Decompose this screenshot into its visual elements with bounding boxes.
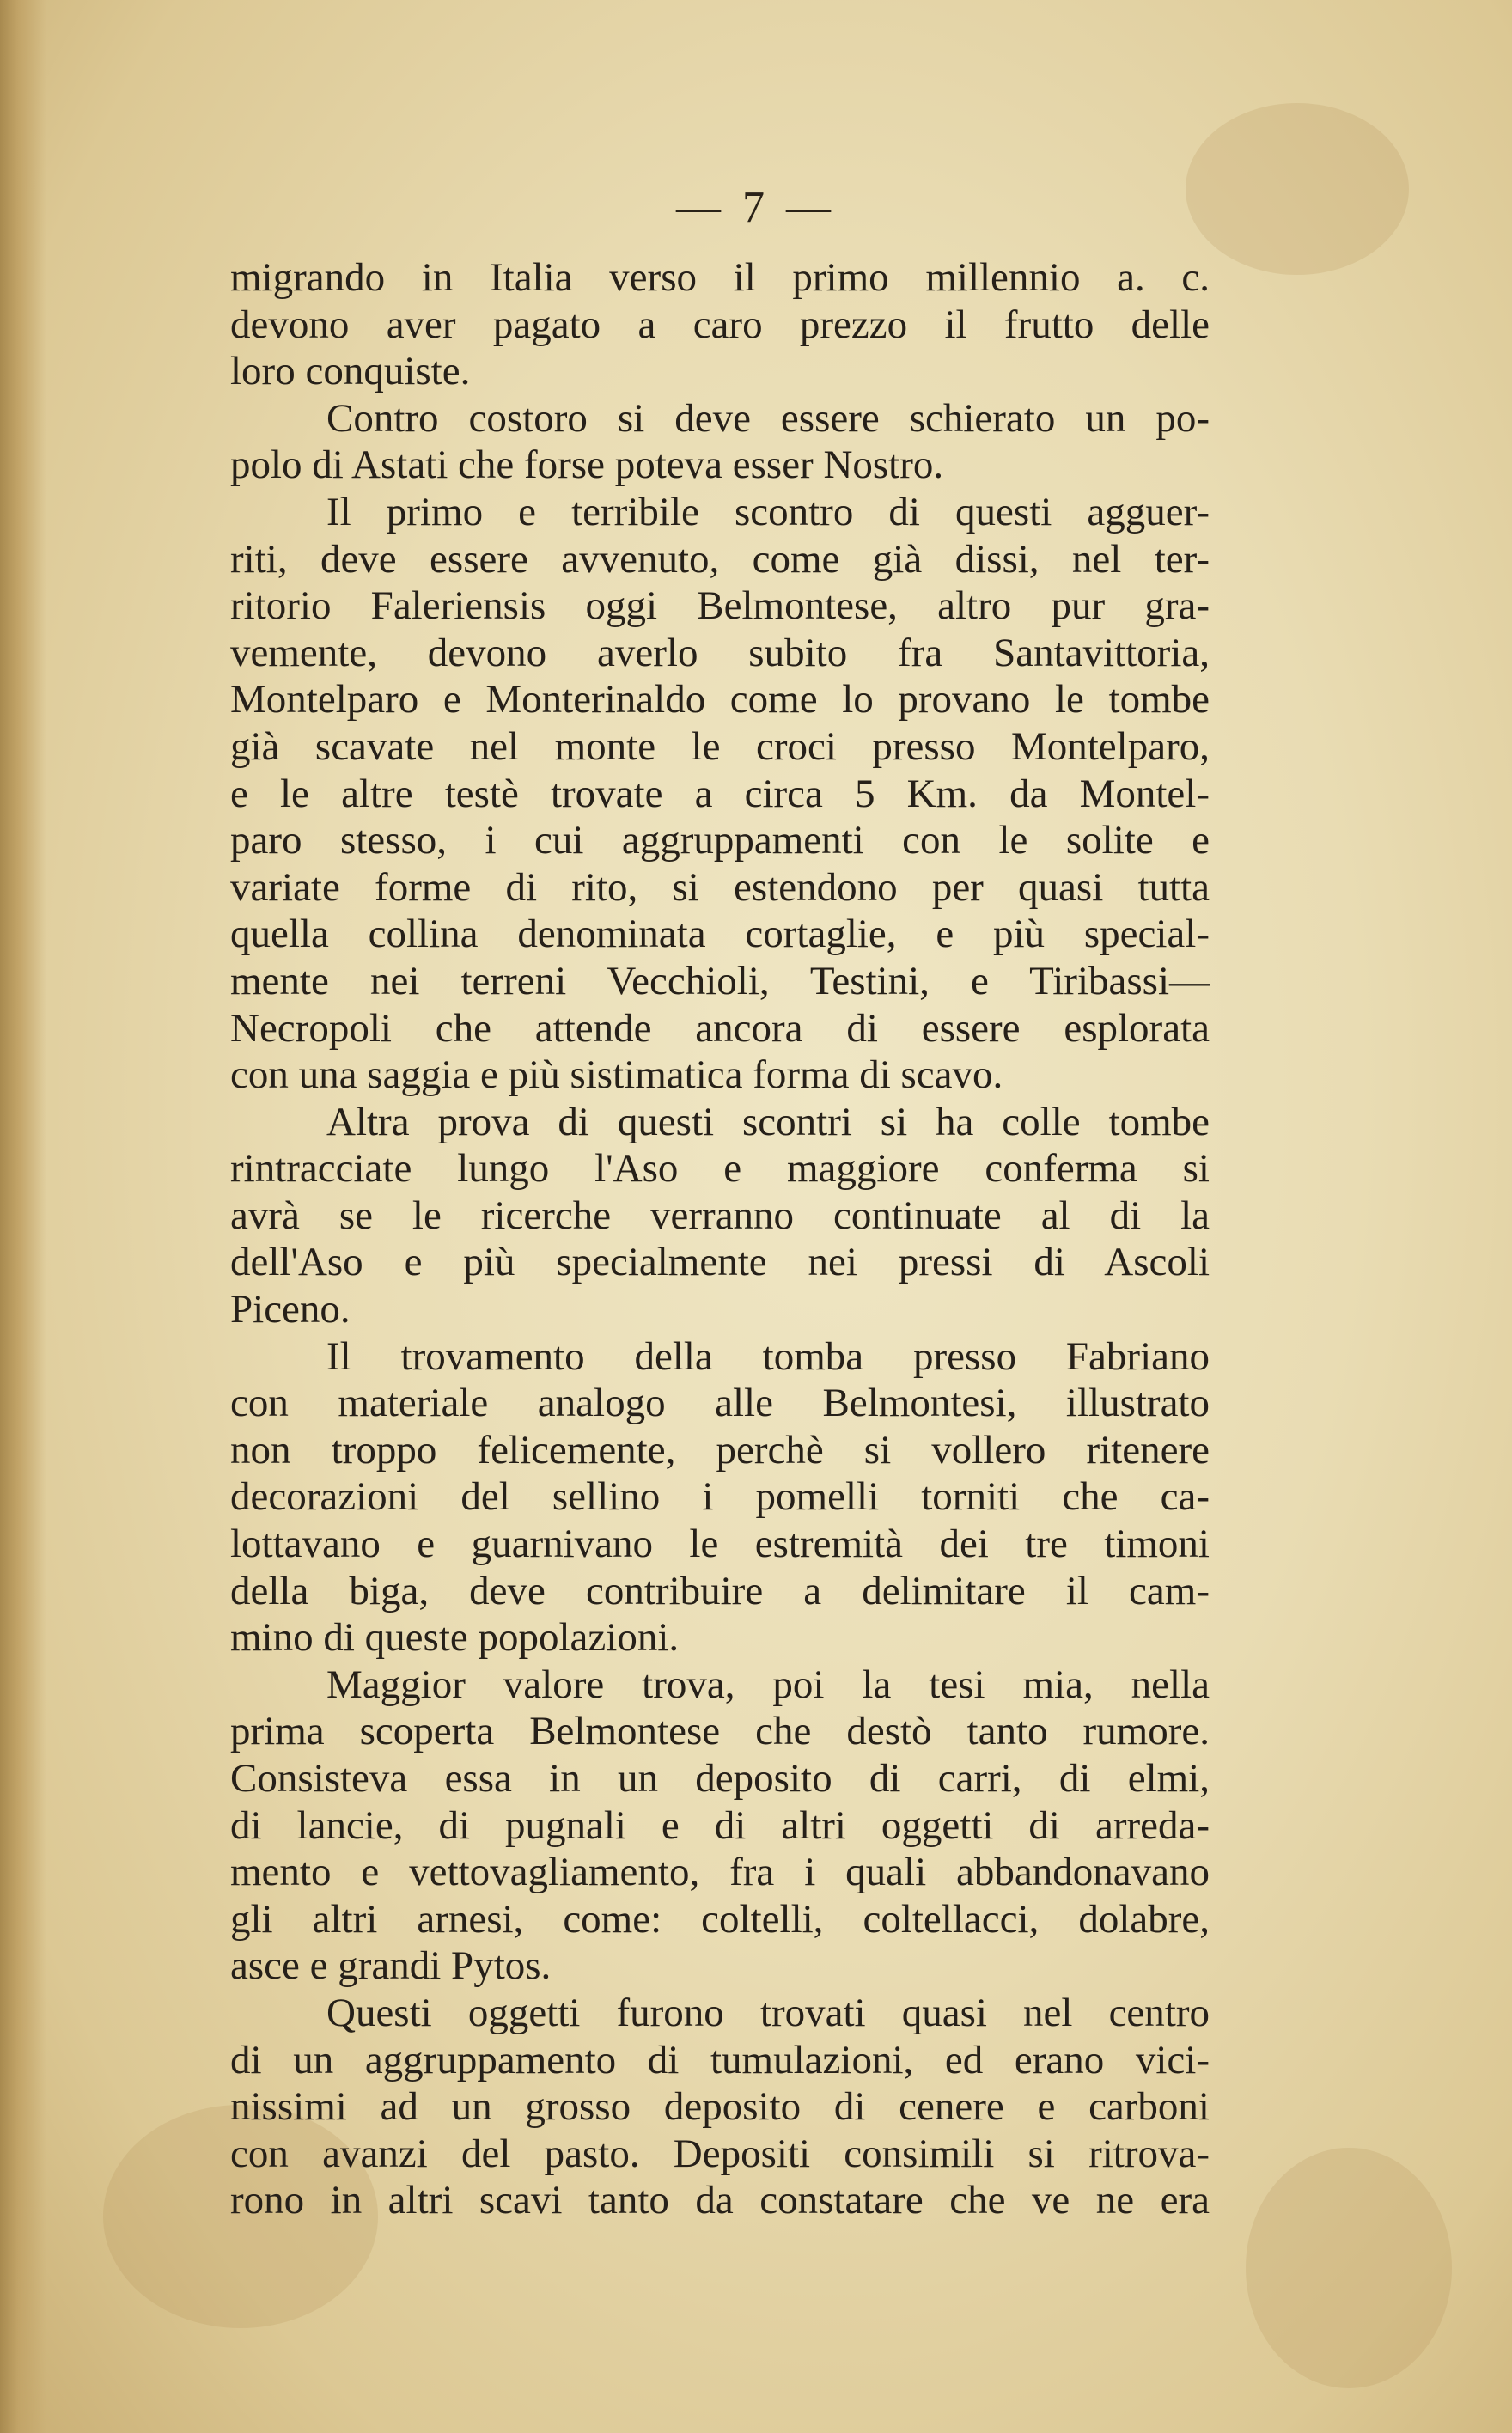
page-edge-shadow bbox=[0, 0, 46, 2433]
text-line: di lancie, di pugnali e di altri oggetti di arreda- bbox=[230, 1802, 1210, 1848]
text-line: lottavano e guarnivano le estremità dei tre timoni bbox=[230, 1521, 1210, 1567]
text-line: loro conquiste. bbox=[230, 349, 471, 394]
text-line: già scavate nel monte le croci presso Montelparo, bbox=[230, 723, 1210, 769]
text-line: devono aver pagato a caro prezzo il frutto delle bbox=[230, 302, 1210, 347]
text-line: gli altri arnesi, come: coltelli, coltellacci, dolabre, bbox=[230, 1896, 1210, 1942]
text-line: Questi oggetti furono trovati quasi nel centro bbox=[326, 1990, 1210, 2035]
text-line: con materiale analogo alle Belmontesi, illustrato bbox=[230, 1381, 1210, 1426]
text-line: paro stesso, i cui aggruppamenti con le solite e bbox=[230, 818, 1210, 863]
text-line: Il trovamento della tomba presso Fabriano bbox=[326, 1333, 1210, 1379]
text-line: polo di Astati che forse poteva esser Nostro. bbox=[230, 442, 944, 488]
page-number: — 7 — bbox=[676, 183, 836, 232]
text-line: rintracciate lungo l'Aso e maggiore conferma si bbox=[230, 1146, 1210, 1192]
text-line: asce e grandi Pytos. bbox=[230, 1943, 552, 1989]
paper-stain bbox=[1246, 2148, 1452, 2388]
text-line: Piceno. bbox=[230, 1287, 351, 1332]
text-line: vemente, devono averlo subito fra Santavittoria, bbox=[230, 630, 1210, 675]
text-line: dell'Aso e più specialmente nei pressi di Ascoli bbox=[230, 1240, 1210, 1285]
text-line: di un aggruppamento di tumulazioni, ed erano vici- bbox=[230, 2037, 1210, 2082]
text-line: Montelparo e Monterinaldo come lo provano le tombe bbox=[230, 677, 1210, 723]
text-line: rono in altri scavi tanto da constatare che ve ne era bbox=[230, 2178, 1210, 2223]
text-line: Consisteva essa in un deposito di carri, di elmi, bbox=[230, 1756, 1210, 1801]
text-line: nissimi ad un grosso deposito di cenere e carboni bbox=[230, 2084, 1210, 2130]
text-line: decorazioni del sellino i pomelli torniti che ca- bbox=[230, 1474, 1210, 1520]
text-line: mente nei terreni Vecchioli, Testini, e Tiribassi— bbox=[230, 958, 1210, 1003]
text-line: riti, deve essere avvenuto, come già dissi, nel ter- bbox=[230, 536, 1210, 582]
text-line: Necropoli che attende ancora di essere esplorata bbox=[230, 1005, 1210, 1051]
text-line: variate forme di rito, si estendono per quasi tutta bbox=[230, 864, 1210, 910]
text-line: Contro costoro si deve essere schierato un po- bbox=[326, 395, 1210, 441]
text-line: ritorio Faleriensis oggi Belmontese, altro pur gra- bbox=[230, 583, 1210, 629]
text-line: mento e vettovagliamento, fra i quali abbandonavano bbox=[230, 1850, 1210, 1895]
text-line: Il primo e terribile scontro di questi agguer- bbox=[326, 489, 1210, 534]
text-line: della biga, deve contribuire a delimitare il cam- bbox=[230, 1568, 1210, 1613]
text-line: con avanzi del pasto. Depositi consimili si ritrova- bbox=[230, 2131, 1210, 2176]
body-text bbox=[230, 254, 1210, 2224]
text-line: migrando in Italia verso il primo millennio a. c. bbox=[230, 255, 1210, 300]
text-line: mino di queste popolazioni. bbox=[230, 1615, 680, 1661]
text-line: Altra prova di questi scontri si ha colle tombe bbox=[326, 1099, 1210, 1144]
text-line: prima scoperta Belmontese che destò tanto rumore. bbox=[230, 1709, 1210, 1754]
text-line: quella collina denominata cortaglie, e più special- bbox=[230, 912, 1210, 957]
text-line: con una saggia e più sistimatica forma di scavo. bbox=[230, 1052, 1003, 1098]
text-line: e le altre testè trovate a circa 5 Km. da Montel- bbox=[230, 771, 1210, 816]
text-line: non troppo felicemente, perchè si vollero ritenere bbox=[230, 1427, 1210, 1473]
text-line: avrà se le ricerche verranno continuate al di la bbox=[230, 1192, 1210, 1238]
text-line: Maggior valore trova, poi la tesi mia, nella bbox=[326, 1662, 1210, 1707]
